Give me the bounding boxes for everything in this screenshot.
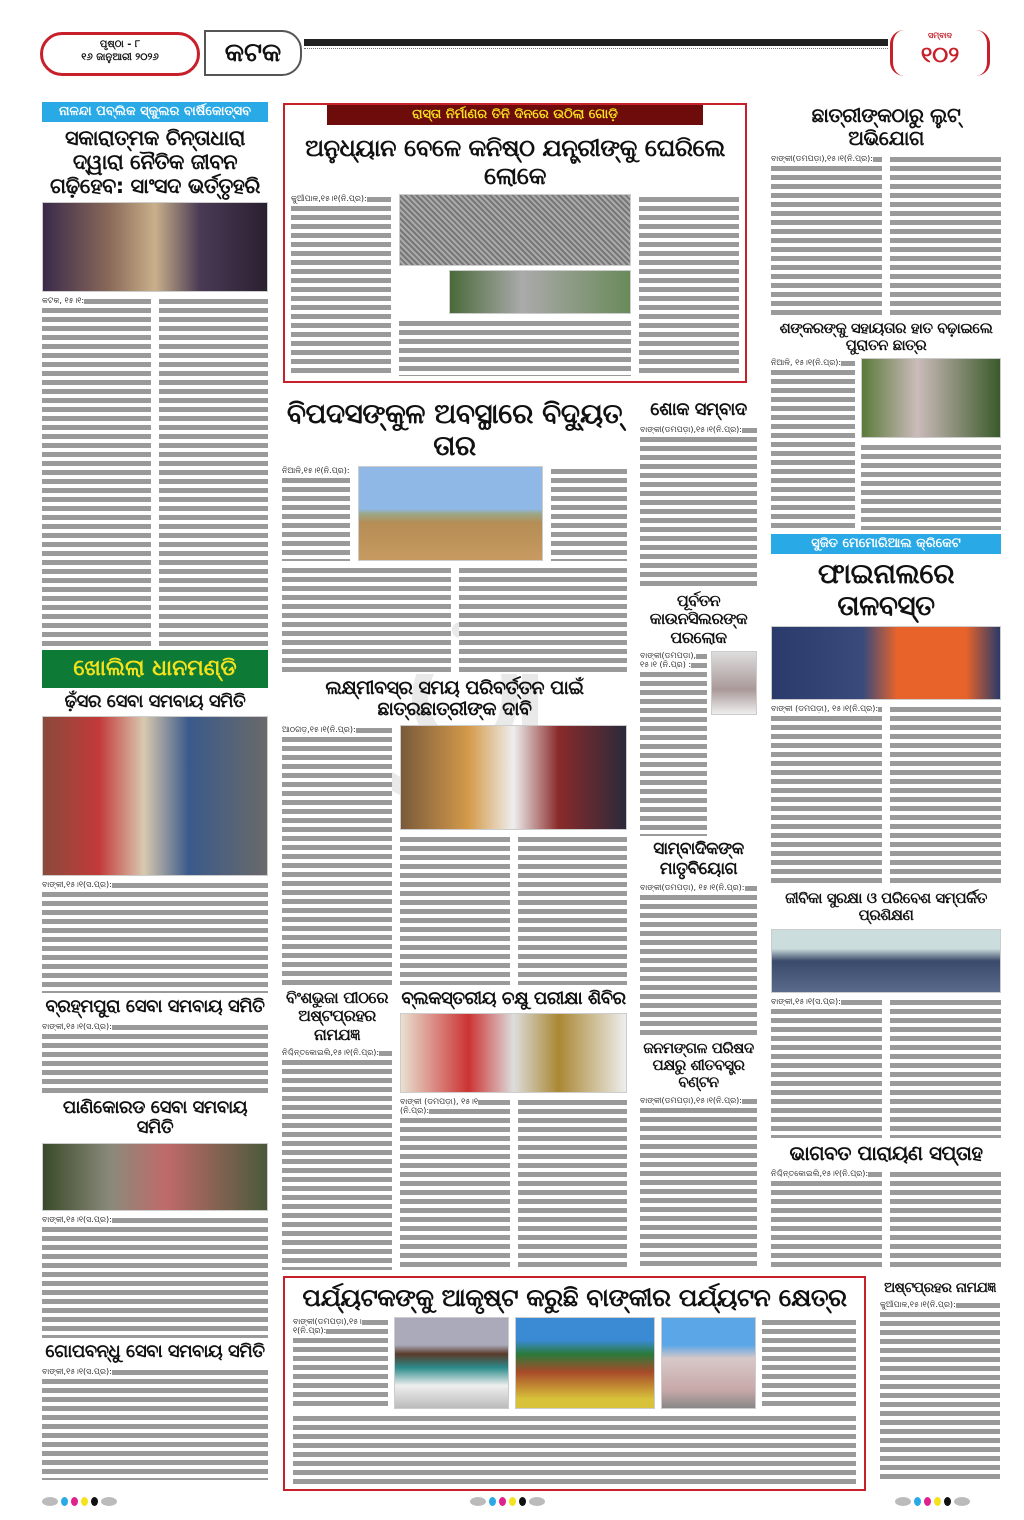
headline-binsha: ବିଂଶଭୁଜା ପୀଠରେ ଅଷ୍ଟପ୍ରହର ନାମଯଜ୍ଞ	[285, 987, 389, 1044]
councillor-row	[640, 651, 757, 836]
headline-janamangal: ଜନମଙ୍ଗଳ ପରିଷଦ ପକ୍ଷରୁ ଶୀତବସ୍ତ୍ର ବଣ୍ଟନ	[643, 1038, 754, 1092]
left-column	[42, 102, 268, 1480]
body-shok: ବାଙ୍କୀ(ଡମପଡ଼ା),୧୫।୧(ନି.ପ୍ର):	[640, 425, 757, 588]
body-shankar: ନିଆଳି, ୧୫।୧(ନି.ପ୍ର):	[771, 358, 855, 530]
body-electric-col2	[551, 466, 627, 561]
eye-story	[400, 989, 627, 1270]
headline-shankar: ଶଙ୍କରଙ୍କୁ ସହାୟତାର ହାତ ବଢ଼ାଇଲେ ପୁରାତନ ଛାତ୍ର	[779, 318, 993, 354]
body-electric: ନିଆଳି,୧୫।୧(ନି.ପ୍ର):	[282, 466, 350, 561]
road-body-row	[291, 194, 739, 376]
photo-road-people	[449, 270, 631, 314]
photo-dhanmandi	[42, 716, 268, 876]
registration-marks-right	[895, 1497, 970, 1506]
header-rule-dotted	[304, 48, 888, 49]
body-dhanmandi: ବାଙ୍କୀ,୧୫।୧(ସ.ପ୍ର):	[42, 880, 268, 993]
binsha-story	[282, 989, 392, 1270]
tourism-photo-row	[293, 1317, 856, 1409]
headline-bhagabat: ଭାଗବତ ପାରାୟଣ ସପ୍ତାହ	[789, 1140, 983, 1165]
photo-tourism-temple	[661, 1317, 756, 1409]
headline-astaprahar: ଅଷ୍ଟପ୍ରହର ନାମଯଜ୍ଞ	[884, 1280, 996, 1296]
obituary-column	[640, 400, 757, 1270]
headline-councillor: ପୂର୍ବତନ କାଉନସିଲରଙ୍କ ପରଲୋକ	[649, 591, 748, 647]
header-rule	[304, 39, 888, 46]
headline-electric: ବିପଦସଙ୍କୁଳ ଅବସ୍ଥାରେ ବିଦ୍ୟୁତ୍ ତାର	[286, 397, 623, 463]
body-bus: ଆଠଗଡ଼,୧୫।୧(ନି.ପ୍ର):	[282, 725, 392, 985]
body-bus-col2	[400, 834, 510, 985]
body-bhagabat: ନିଶ୍ଚିନ୍ତକୋଇଲି,୧୫।୧(ନି.ପ୍ର):	[771, 1169, 882, 1270]
body-nalanda: କଟକ, ୧୫।୧:	[42, 296, 151, 645]
right-column	[771, 104, 1001, 1270]
shankar-row	[771, 358, 1001, 530]
headline-brahmapura: ବ୍ରହ୍ମପୁରା ସେବା ସମବାୟ ସମିତି	[45, 996, 265, 1018]
headline-dhanmandi: ଢ଼ଁସର ସେବା ସମବାୟ ସମିତି	[64, 690, 246, 712]
page-number: ପୃଷ୍ଠା - ୮	[99, 39, 141, 50]
photo-eye-camp	[400, 1013, 627, 1093]
body-eye: ବାଙ୍କୀ (ଡମପଡ଼ା), ୧୫।୧ (ନି.ପ୍ର):	[400, 1097, 510, 1270]
edition-name: କଟକ	[204, 30, 302, 76]
photo-shankar-alumni	[861, 358, 1001, 438]
body-tourism: ବାଙ୍କୀ(ଡମପଡ଼ା),୧୫।୧(ନି.ପ୍ର):	[293, 1317, 388, 1409]
photo-road-gravel	[399, 194, 631, 266]
logo-text: ସମ୍ବାଦ	[928, 31, 952, 40]
body-electric-col3	[282, 565, 451, 673]
issue-date: ୧୬ ଜାନୁଆରୀ ୨୦୨୬	[81, 52, 159, 63]
road-story-box	[283, 103, 747, 383]
photo-tourism-shrine	[394, 1317, 509, 1409]
logo-number: ୧୦୨	[920, 43, 960, 68]
shankar-photo-stack	[861, 358, 1001, 530]
body-jibika: ବାଙ୍କୀ,୧୫।୧(ସ.ପ୍ର):	[771, 997, 882, 1138]
loot-body-row	[771, 154, 1001, 316]
body-binsha: ନିଶ୍ଚିନ୍ତକୋଇଲି,୧୫।୧(ନି.ପ୍ର):	[282, 1048, 392, 1270]
kicker-road: ରାସ୍ତା ନିର୍ମାଣର ତିନି ଦିନରେ ଉଠିଲା ଗୋଡ଼ି	[327, 105, 703, 125]
body-eye-col2	[518, 1097, 628, 1270]
masthead-logo	[890, 30, 990, 76]
body-loot: ବାଙ୍କୀ(ଡମପଡ଼ା),୧୫।୧(ନି.ପ୍ର):	[771, 154, 882, 316]
body-councillor: ବାଙ୍କୀ(ଡମପଡ଼ା), ୧୫।୧ (ନି.ପ୍ର) :	[640, 651, 707, 836]
body-road: କୁଆଁପାଳ,୧୫।୧(ନି.ପ୍ର):	[291, 194, 391, 376]
body-road-col3	[639, 194, 739, 376]
bus-photo-stack	[400, 725, 627, 985]
bhagabat-body-row	[771, 1169, 1001, 1270]
jibika-body-row	[771, 997, 1001, 1138]
headline-panikorada: ପାଣିକୋରଡ ସେବା ସମବାୟ ସମିତି	[62, 1096, 248, 1139]
electric-photo-row	[282, 466, 627, 561]
kicker-nalanda: ନାଳନ୍ଦା ପବ୍ଲିକ ସ୍କୁଲର ବାର୍ଷିକୋତ୍ସବ	[42, 102, 268, 122]
headline-road: ଅନୁଧ୍ୟାନ ବେଳେ କନିଷ୍ଠ ଯନ୍ତ୍ରୀଙ୍କୁ ଘେରିଲେ ଲୋକେ	[305, 134, 725, 190]
headline-loot: ଛାତ୍ରୀଙ୍କଠାରୁ ଲୁଟ୍ ଅଭିଯୋଗ	[811, 103, 961, 150]
kicker-cricket: ସୁଜିତ ମେମୋରିଆଲ କ୍ରିକେଟ	[771, 534, 1001, 554]
astaprahar-story	[880, 1280, 1000, 1480]
headline-tourism: ପର୍ଯ୍ୟଟକଙ୍କୁ ଆକୃଷ୍ଟ କରୁଛି ବାଙ୍କୀର ପର୍ଯ୍ୟଟନ କ୍ଷେତ୍ର	[302, 1283, 847, 1312]
bus-row	[282, 725, 627, 985]
kicker-dhanmandi: ଖୋଲିଲା ଧାନମଣ୍ଡି	[42, 650, 268, 688]
photo-cricket-teams	[771, 626, 1001, 700]
headline-bus: ଲକ୍ଷ୍ମୀବସ୍‌ର ସମୟ ପରିବର୍ତ୍ତନ ପାଇଁ ଛାତ୍ରଛାତ୍ରୀଙ୍କ ଦାବି	[325, 676, 584, 721]
nalanda-body-row	[42, 296, 268, 645]
body-journalist: ବାଙ୍କୀ(ଡମପଡ଼ା), ୧୫।୧(ନି.ପ୍ର):	[640, 883, 757, 1035]
photo-councillor-portrait	[711, 651, 757, 715]
electric-body-row	[282, 565, 627, 673]
headline-gopabandhu: ଗୋପବନ୍ଧୁ ସେବା ସମବାୟ ସମିତି	[45, 1341, 265, 1363]
eye-body-row	[400, 1097, 627, 1270]
registration-marks-center	[470, 1497, 545, 1506]
headline-shok: ଶୋକ ସମ୍ବାଦ	[650, 399, 747, 420]
photo-bus-students	[400, 725, 627, 830]
photo-nalanda-award	[42, 202, 268, 292]
body-astaprahar: କୁଆଁପାଳ,୧୫।୧(ନି.ପ୍ର):	[880, 1300, 1000, 1480]
body-loot-col2	[890, 154, 1001, 316]
headline-journalist: ସାମ୍ବାଦିକଙ୍କ ମାତୃବିୟୋଗ	[653, 839, 744, 879]
headline-eye: ବ୍ଲକସ୍ତରୀୟ ଚକ୍ଷୁ ପରୀକ୍ଷା ଶିବିର	[401, 987, 626, 1009]
body-nalanda-col2	[159, 296, 268, 645]
page-header	[34, 30, 994, 78]
middle-column	[282, 398, 627, 1270]
registration-marks-left	[42, 1497, 117, 1506]
body-cricket: ବାଙ୍କୀ (ଡମପଡ଼ା), ୧୫।୧(ନି.ପ୍ର):	[771, 704, 882, 886]
road-photos	[399, 194, 631, 376]
tourism-story-box	[283, 1276, 866, 1491]
body-gopabandhu: ବାଙ୍କୀ,୧୫।୧(ସ.ପ୍ର):	[42, 1367, 268, 1480]
date-pill	[40, 32, 200, 76]
photo-jibika-training	[771, 929, 1001, 993]
bus-body-row	[400, 834, 627, 985]
body-jibika-col2	[890, 997, 1001, 1138]
body-electric-col4	[459, 565, 628, 673]
body-brahmapura: ବାଙ୍କୀ,୧୫।୧(ସ.ପ୍ର):	[42, 1022, 268, 1094]
headline-nalanda: ସକାରାତ୍ମକ ଚିନ୍ତାଧାରା ଦ୍ୱାରା ନୈତିକ ଜୀବନ ଗଢ଼ିହେବ: ସାଂସଦ ଭର୍ତ୍ତୃହରି	[50, 126, 260, 199]
cricket-body-row	[771, 704, 1001, 886]
photo-panikorada	[42, 1143, 268, 1211]
body-tourism-col2	[762, 1317, 856, 1409]
headline-jibika: ଜୀବିକା ସୁରକ୍ଷା ଓ ପରିବେଶ ସମ୍ପର୍କିତ ପ୍ରଶିକ୍ଷଣ	[785, 889, 987, 925]
body-janamangal: ବାଙ୍କୀ(ଡମପଡ଼ା),୧୫।୧(ନି.ପ୍ର):	[640, 1096, 757, 1270]
body-panikorada: ବାଙ୍କୀ,୧୫।୧(ସ.ପ୍ର):	[42, 1215, 268, 1338]
body-shankar-col2	[861, 442, 1001, 530]
photo-electric-field	[358, 466, 543, 561]
binsha-eye-row	[282, 989, 627, 1270]
body-road-col2	[399, 318, 631, 376]
photo-tourism-gate	[515, 1317, 655, 1409]
headline-cricket: ଫାଇନାଲରେ ତାଳବସ୍ତ	[817, 556, 955, 623]
body-bus-col3	[518, 834, 628, 985]
body-cricket-col2	[890, 704, 1001, 886]
body-tourism-col3	[293, 1413, 856, 1484]
body-bhagabat-col2	[890, 1169, 1001, 1270]
